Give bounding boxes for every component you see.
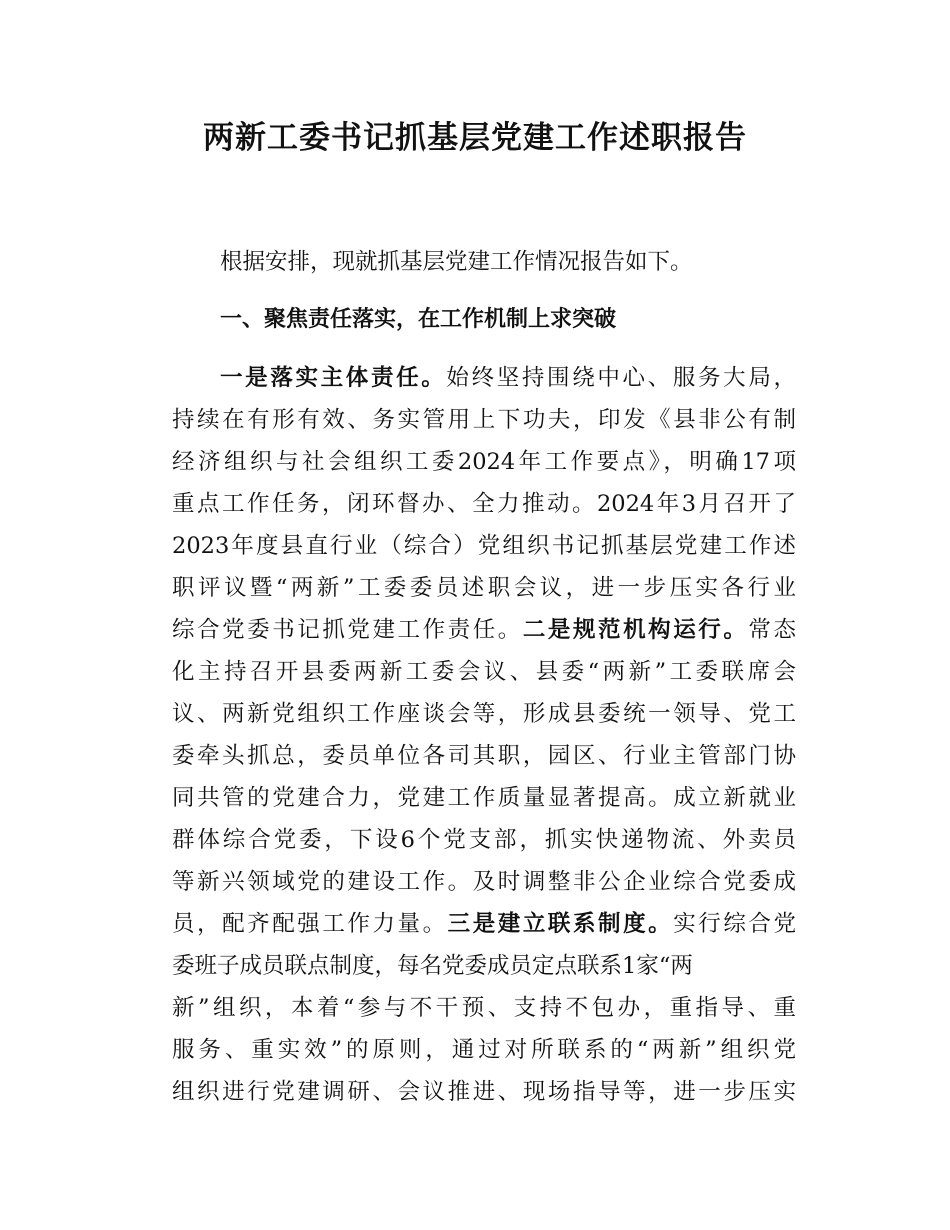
text-segment: 新”组织，本着“参与不干预、支持不包办，重指导、重 [172,995,796,1021]
bold-lead-phrase: 三是建立联系制度。 [447,911,674,937]
text-line [172,777,796,819]
text-line [172,987,796,1029]
text-line [172,483,796,525]
text-line [172,1029,796,1071]
text-segment: 委牵头抓总，委员单位各司其职，园区、行业主管部门协 [172,743,796,769]
text-segment: 持续在有形有效、务实管用上下功夫，印发《县非公有制 [172,407,796,433]
text-line [172,357,796,399]
intro-paragraph: 根据安排，现就抓基层党建工作情况报告如下。 [220,249,693,275]
text-segment: 经济组织与社会组织工委2024年工作要点》，明确17项 [172,449,796,475]
body-paragraph [172,357,796,1113]
text-line [172,1071,796,1113]
text-segment: 重点工作任务，闭环督办、全力推动。2024年3月召开了 [172,491,796,517]
bold-lead-phrase: 一是落实主体责任。 [220,365,447,391]
text-segment: 委班子成员联点制度，每名党委成员定点联系1家“两 [172,953,693,979]
text-segment: 群体综合党委，下设6个党支部，抓实快递物流、外卖员 [172,827,796,853]
text-segment: 同共管的党建合力，党建工作质量显著提高。成立新就业 [172,785,796,811]
text-segment: 实行综合党 [673,911,796,937]
text-line [172,735,796,777]
text-segment: 始终坚持围绕中心、服务大局， [446,365,796,391]
text-segment: 议、两新党组织工作座谈会等，形成县委统一领导、党工 [172,701,796,727]
text-segment: 综合党委书记抓党建工作责任。 [172,617,523,643]
text-line [172,861,796,903]
text-line [172,441,796,483]
text-line [172,651,796,693]
text-line [172,567,796,609]
text-segment: 组织进行党建调研、会议推进、现场指导等，进一步压实 [172,1079,796,1105]
text-line [172,693,796,735]
text-line [172,399,796,441]
text-line [172,819,796,861]
text-segment: 常态 [748,617,796,643]
text-line [172,525,796,567]
text-segment: 职评议暨“两新”工委委员述职会议，进一步压实各行业 [172,575,796,601]
document-title: 两新工委书记抓基层党建工作述职报告 [203,120,747,156]
text-segment: 员，配齐配强工作力量。 [172,911,448,937]
text-segment: 化主持召开县委两新工委会议、县委“两新”工委联席会 [172,659,796,685]
text-line [172,945,796,987]
text-line [172,903,796,945]
bold-lead-phrase: 二是规范机构运行。 [522,617,749,643]
text-line [172,609,796,651]
section-heading: 一、聚焦责任落实，在工作机制上求突破 [220,307,617,332]
text-segment: 服务、重实效”的原则，通过对所联系的“两新”组织党 [172,1037,796,1063]
text-segment: 2023年度县直行业（综合）党组织书记抓基层党建工作述 [172,533,796,559]
text-segment: 等新兴领域党的建设工作。及时调整非公企业综合党委成 [172,869,796,895]
